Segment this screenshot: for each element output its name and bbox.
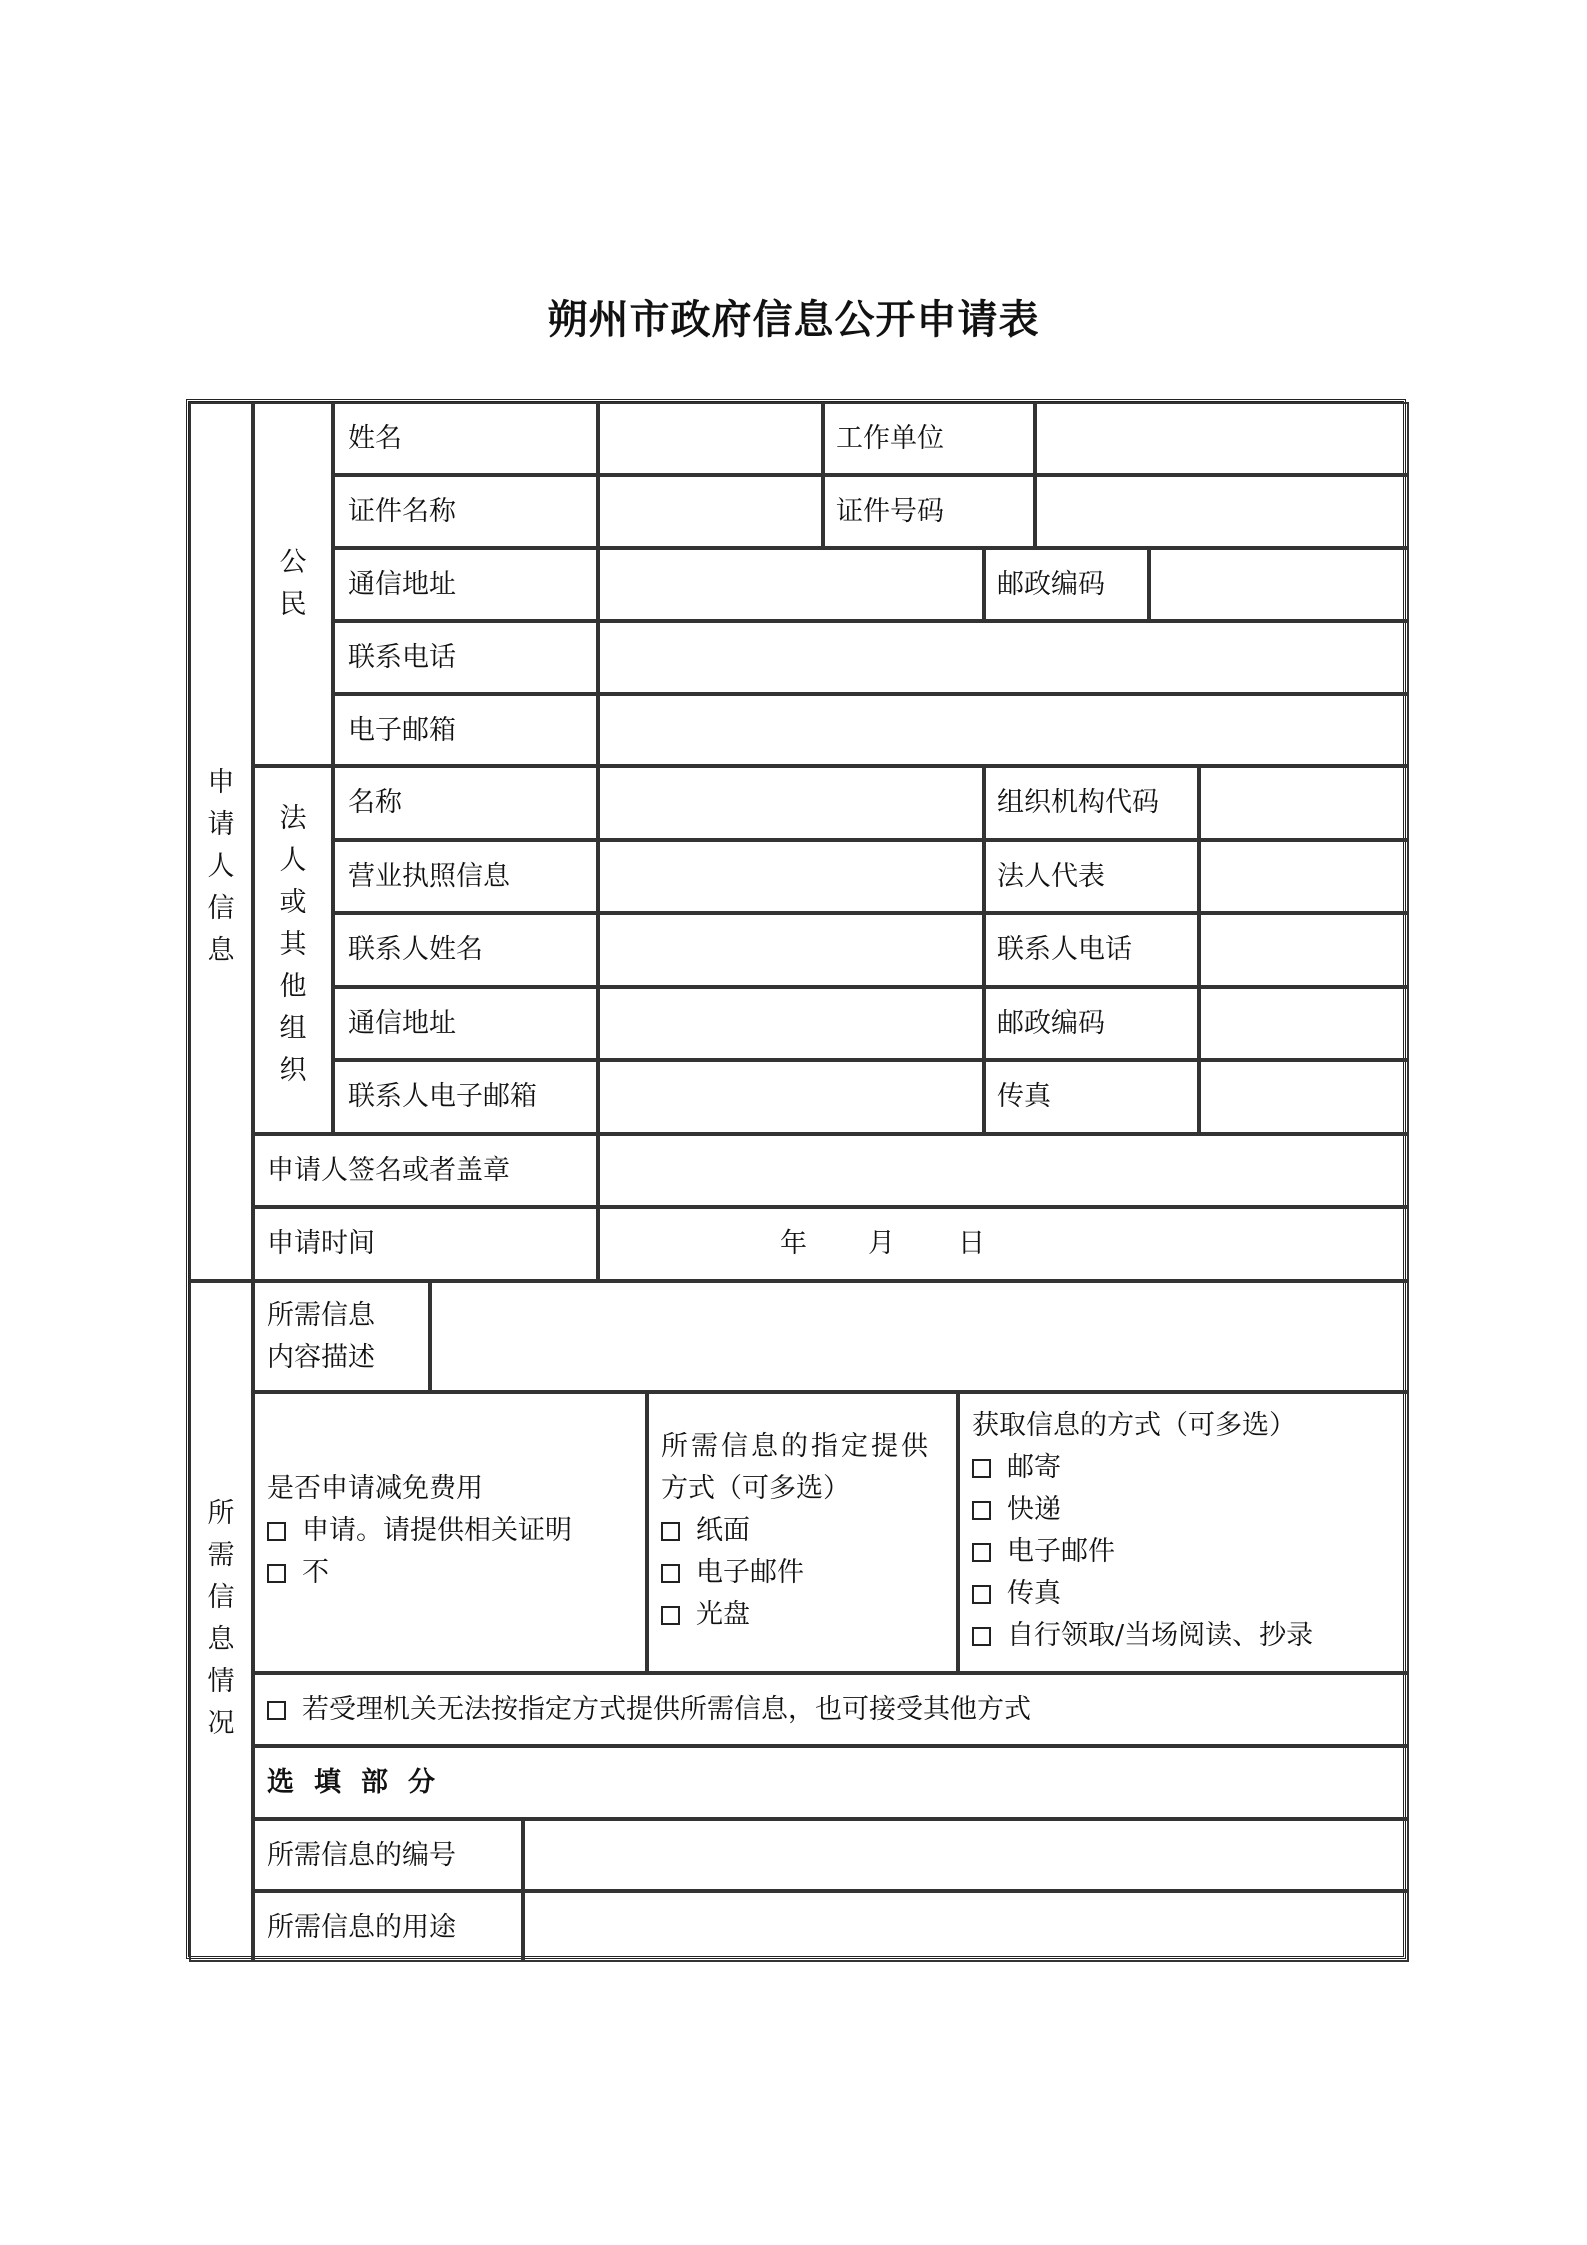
org-name-field[interactable]	[598, 766, 984, 840]
checkbox-icon[interactable]	[267, 1701, 286, 1720]
org-fax-label: 传真	[997, 1081, 1051, 1112]
info-section-cell	[189, 1281, 253, 1962]
org-legal-rep-label-cell	[984, 840, 1199, 913]
citizen-work-unit-label-cell	[823, 402, 1035, 475]
checkbox-icon[interactable]	[972, 1585, 991, 1604]
applicant-section-label: 申 请 人 信 息	[207, 767, 235, 966]
checkbox-icon[interactable]	[972, 1501, 991, 1520]
accept-other-option[interactable]: 若受理机关无法按指定方式提供所需信息，也可接受其他方式	[267, 1693, 1031, 1727]
optional-section-header: 选填部分	[267, 1767, 455, 1798]
info-purpose-field[interactable]	[523, 1891, 1409, 1962]
citizen-address-label-cell	[333, 548, 598, 621]
citizen-postcode-label-cell	[984, 548, 1149, 621]
description-label-line1: 所需信息	[267, 1300, 375, 1331]
signature-label-cell	[253, 1134, 598, 1207]
citizen-id-type-label-cell	[333, 475, 598, 548]
citizen-email-field[interactable]	[598, 694, 1409, 766]
obtain-title: 获取信息的方式（可多选）	[972, 1410, 1296, 1441]
page-title: 朔州市政府信息公开申请表	[547, 296, 1040, 343]
apply-time-label: 申请时间	[267, 1228, 375, 1259]
info-section-label: 所 需 信 息 情 况	[207, 1498, 235, 1739]
citizen-phone-field[interactable]	[598, 621, 1409, 694]
date-day-label: 日	[958, 1228, 985, 1259]
org-name-label-cell	[333, 766, 598, 840]
info-purpose-label-cell	[253, 1891, 523, 1962]
applicant-section-cell	[189, 402, 253, 1281]
org-contact-phone-label: 联系人电话	[997, 934, 1132, 965]
citizen-name-label-cell	[333, 402, 598, 475]
delivery-option-email[interactable]: 电子邮件	[661, 1552, 931, 1594]
checkbox-icon[interactable]	[661, 1564, 680, 1583]
citizen-id-number-label: 证件号码	[836, 496, 944, 527]
signature-label: 申请人签名或者盖章	[267, 1155, 510, 1186]
org-license-label: 营业执照信息	[348, 861, 510, 892]
checkbox-icon[interactable]	[972, 1543, 991, 1562]
delivery-title-line2: 方式（可多选）	[661, 1473, 850, 1504]
org-group-cell	[253, 766, 333, 1134]
citizen-id-type-field[interactable]	[598, 475, 823, 548]
org-code-field[interactable]	[1199, 766, 1409, 840]
fee-reduction-cell	[253, 1392, 647, 1673]
org-name-label: 名称	[348, 787, 402, 818]
org-contact-name-field[interactable]	[598, 913, 984, 987]
accept-other-cell	[253, 1673, 1409, 1746]
obtain-option-fax[interactable]: 传真	[972, 1573, 1313, 1615]
fee-option-apply[interactable]: 申请。请提供相关证明	[267, 1510, 572, 1552]
org-address-label: 通信地址	[348, 1008, 456, 1039]
citizen-name-label: 姓名	[348, 423, 402, 454]
citizen-id-number-field[interactable]	[1035, 475, 1409, 548]
org-fax-label-cell	[984, 1060, 1199, 1134]
checkbox-icon[interactable]	[267, 1564, 286, 1583]
obtain-option-mail[interactable]: 邮寄	[972, 1447, 1313, 1489]
obtain-option-email[interactable]: 电子邮件	[972, 1531, 1313, 1573]
citizen-work-unit-label: 工作单位	[836, 423, 944, 454]
citizen-work-unit-field[interactable]	[1035, 402, 1409, 475]
org-group-label: 法 人 或 其 他 组 织	[279, 803, 307, 1086]
apply-time-label-cell	[253, 1207, 598, 1281]
fee-reduction-group	[267, 1468, 572, 1594]
citizen-postcode-label: 邮政编码	[997, 569, 1105, 600]
description-field[interactable]	[430, 1281, 1409, 1392]
citizen-name-field[interactable]	[598, 402, 823, 475]
checkbox-icon[interactable]	[267, 1522, 286, 1541]
signature-field[interactable]	[598, 1134, 1409, 1207]
org-postcode-label: 邮政编码	[997, 1008, 1105, 1039]
citizen-group-cell	[253, 402, 333, 766]
citizen-email-label-cell	[333, 694, 598, 766]
org-contact-email-label: 联系人电子邮箱	[348, 1081, 537, 1112]
org-contact-email-field[interactable]	[598, 1060, 984, 1134]
delivery-method-cell	[647, 1392, 958, 1673]
org-legal-rep-label: 法人代表	[997, 861, 1105, 892]
org-contact-phone-label-cell	[984, 913, 1199, 987]
org-contact-name-label: 联系人姓名	[348, 934, 483, 965]
delivery-method-group	[661, 1426, 931, 1636]
org-postcode-field[interactable]	[1199, 987, 1409, 1060]
info-purpose-label: 所需信息的用途	[267, 1912, 456, 1943]
description-label-cell	[253, 1281, 430, 1392]
citizen-group-label: 公 民	[279, 547, 307, 620]
info-number-label: 所需信息的编号	[267, 1840, 456, 1871]
org-contact-email-label-cell	[333, 1060, 598, 1134]
obtain-option-express[interactable]: 快递	[972, 1489, 1313, 1531]
delivery-option-paper[interactable]: 纸面	[661, 1510, 931, 1552]
citizen-id-number-label-cell	[823, 475, 1035, 548]
description-label-line2: 内容描述	[267, 1342, 375, 1373]
date-year-label: 年	[780, 1228, 807, 1259]
date-month-label: 月	[868, 1228, 895, 1259]
checkbox-icon[interactable]	[972, 1459, 991, 1478]
citizen-phone-label-cell	[333, 621, 598, 694]
citizen-address-field[interactable]	[598, 548, 984, 621]
org-contact-name-label-cell	[333, 913, 598, 987]
org-license-label-cell	[333, 840, 598, 913]
org-legal-rep-field[interactable]	[1199, 840, 1409, 913]
obtain-method-group	[972, 1405, 1313, 1657]
citizen-id-type-label: 证件名称	[348, 496, 456, 527]
info-number-field[interactable]	[523, 1819, 1409, 1891]
org-contact-phone-field[interactable]	[1199, 913, 1409, 987]
fee-reduction-title: 是否申请减免费用	[267, 1473, 483, 1504]
fee-option-no[interactable]: 不	[267, 1552, 572, 1594]
org-fax-field[interactable]	[1199, 1060, 1409, 1134]
citizen-email-label: 电子邮箱	[348, 715, 456, 746]
citizen-phone-label: 联系电话	[348, 642, 456, 673]
obtain-method-cell	[958, 1392, 1409, 1673]
citizen-address-label: 通信地址	[348, 569, 456, 600]
org-address-field[interactable]	[598, 987, 984, 1060]
org-license-field[interactable]	[598, 840, 984, 913]
checkbox-icon[interactable]	[661, 1522, 680, 1541]
optional-section-header-cell	[253, 1746, 1409, 1819]
citizen-postcode-field[interactable]	[1149, 548, 1409, 621]
delivery-option-disc[interactable]: 光盘	[661, 1594, 931, 1636]
checkbox-icon[interactable]	[661, 1606, 680, 1625]
org-address-label-cell	[333, 987, 598, 1060]
org-code-label-cell	[984, 766, 1199, 840]
info-number-label-cell	[253, 1819, 523, 1891]
obtain-option-self-pickup[interactable]: 自行领取/当场阅读、抄录	[972, 1615, 1313, 1657]
delivery-title-line1: 所需信息的指定提供	[661, 1431, 931, 1462]
checkbox-icon[interactable]	[972, 1627, 991, 1646]
apply-date-field[interactable]	[598, 1207, 1409, 1281]
application-form	[186, 399, 1406, 1959]
org-code-label: 组织机构代码	[997, 787, 1159, 818]
org-postcode-label-cell	[984, 987, 1199, 1060]
